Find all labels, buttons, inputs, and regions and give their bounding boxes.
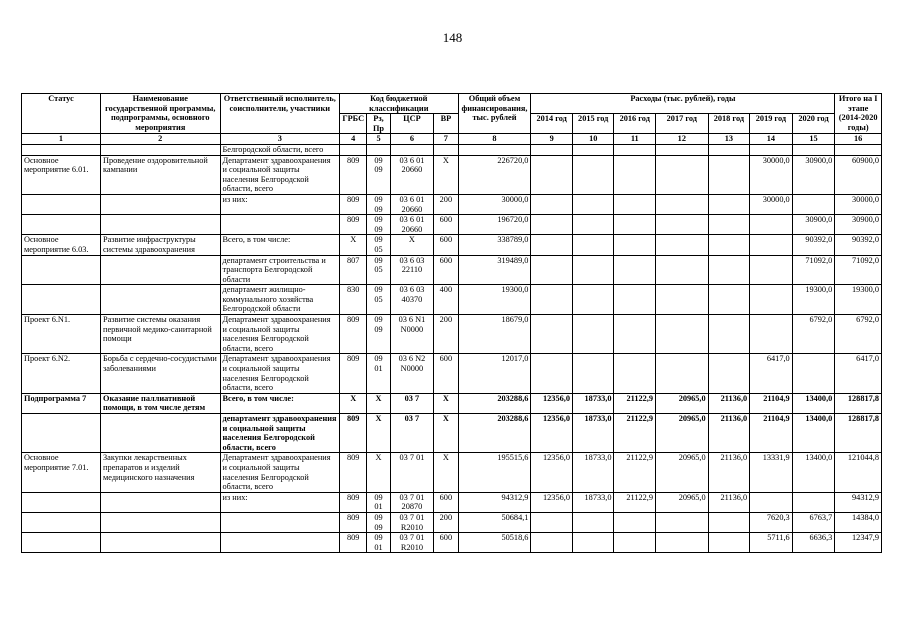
table-row (22, 453, 882, 492)
year-value-cell: 18733,0 (572, 492, 614, 512)
grbs-cell: 809 (340, 492, 367, 512)
year-value-cell (531, 144, 573, 155)
header-year-2017: 2017 год (656, 114, 709, 134)
year-value-cell (750, 235, 793, 255)
year-value-cell: 7620,3 (750, 512, 793, 532)
grbs-cell: 809 (340, 414, 367, 453)
year-value-cell: 18733,0 (572, 414, 614, 453)
year-value-cell: 21122,9 (614, 492, 656, 512)
year-value-cell: 21122,9 (614, 393, 656, 413)
grbs-cell: 809 (340, 354, 367, 393)
year-value-cell: 20965,0 (656, 414, 709, 453)
csr-cell: 03 6 01 20660 (390, 194, 434, 214)
year-value-cell (614, 533, 656, 553)
year-value-cell: 6417,0 (750, 354, 793, 393)
column-index: 6 (390, 134, 434, 145)
total-stage-cell: 90392,0 (835, 235, 882, 255)
status-cell (22, 414, 101, 453)
total-stage-cell: 19300,0 (835, 285, 882, 315)
year-value-cell (792, 194, 835, 214)
header-total-stage: Итого на I этапе (2014-2020 годы) (835, 94, 882, 134)
year-value-cell: 21122,9 (614, 414, 656, 453)
grbs-cell: 809 (340, 194, 367, 214)
name-cell: Оказание паллиативной помощи, в том числе детям (101, 393, 221, 413)
table-row (22, 393, 882, 413)
year-value-cell (708, 285, 750, 315)
executor-cell: Всего, в том числе: (220, 235, 340, 255)
year-value-cell: 71092,0 (792, 255, 835, 285)
year-value-cell: 13400,0 (792, 393, 835, 413)
year-value-cell (656, 194, 709, 214)
header-year-2020: 2020 год (792, 114, 835, 134)
table-row (22, 255, 882, 285)
year-value-cell (531, 215, 573, 235)
year-value-cell (656, 285, 709, 315)
year-value-cell (531, 235, 573, 255)
year-value-cell (708, 255, 750, 285)
total-volume-cell: 30000,0 (458, 194, 531, 214)
status-cell: Проект 6.N2. (22, 354, 101, 393)
grbs-cell: Х (340, 235, 367, 255)
table-row (22, 414, 882, 453)
year-value-cell: 18733,0 (572, 453, 614, 492)
year-value-cell: 21136,0 (708, 414, 750, 453)
column-index: 13 (708, 134, 750, 145)
vr-cell: 600 (434, 235, 458, 255)
csr-cell: 03 6 01 20660 (390, 155, 434, 194)
year-value-cell (708, 155, 750, 194)
column-index: 12 (656, 134, 709, 145)
year-value-cell (614, 512, 656, 532)
header-vr: ВР (434, 114, 458, 134)
year-value-cell (531, 194, 573, 214)
vr-cell: 400 (434, 285, 458, 315)
total-stage-cell: 121044,8 (835, 453, 882, 492)
total-volume-cell: 94312,9 (458, 492, 531, 512)
rz-pr-cell: 09 09 (367, 512, 390, 532)
name-cell (101, 215, 221, 235)
year-value-cell (750, 492, 793, 512)
total-stage-cell: 6792,0 (835, 315, 882, 354)
rz-pr-cell: 09 05 (367, 235, 390, 255)
year-value-cell (750, 215, 793, 235)
header-csr: ЦСР (390, 114, 434, 134)
year-value-cell (792, 354, 835, 393)
year-value-cell: 13400,0 (792, 414, 835, 453)
total-stage-cell: 94312,9 (835, 492, 882, 512)
name-cell: Закупки лекарственных препаратов и изделий медицинского назначения (101, 453, 221, 492)
year-value-cell (614, 255, 656, 285)
total-volume-cell: 50684,1 (458, 512, 531, 532)
total-volume-cell: 196720,0 (458, 215, 531, 235)
year-value-cell (750, 144, 793, 155)
csr-cell: 03 6 03 40370 (390, 285, 434, 315)
header-budget-code: Код бюджетной классификации (340, 94, 459, 114)
total-stage-cell: 14384,0 (835, 512, 882, 532)
name-cell: Развитие системы оказания первичной медико-санитарной помощи (101, 315, 221, 354)
csr-cell: 03 7 01 R2010 (390, 533, 434, 553)
year-value-cell (708, 512, 750, 532)
year-value-cell: 20965,0 (656, 453, 709, 492)
status-cell (22, 533, 101, 553)
year-value-cell (792, 144, 835, 155)
year-value-cell (572, 215, 614, 235)
column-index: 4 (340, 134, 367, 145)
year-value-cell (531, 315, 573, 354)
total-volume-cell: 195515,6 (458, 453, 531, 492)
name-cell (101, 492, 221, 512)
total-stage-cell (835, 144, 882, 155)
grbs-cell (340, 144, 367, 155)
year-value-cell (614, 194, 656, 214)
header-year-2016: 2016 год (614, 114, 656, 134)
year-value-cell (531, 285, 573, 315)
status-cell (22, 215, 101, 235)
year-value-cell (572, 533, 614, 553)
grbs-cell: 809 (340, 512, 367, 532)
grbs-cell: 809 (340, 453, 367, 492)
year-value-cell (572, 512, 614, 532)
csr-cell: 03 6 01 20660 (390, 215, 434, 235)
year-value-cell (656, 255, 709, 285)
header-total-volume: Общий объем финансирования, тыс. рублей (458, 94, 531, 134)
year-value-cell (572, 194, 614, 214)
year-value-cell: 6792,0 (792, 315, 835, 354)
vr-cell: 200 (434, 315, 458, 354)
csr-cell: Х (390, 235, 434, 255)
table-body (22, 144, 882, 552)
grbs-cell: 809 (340, 533, 367, 553)
name-cell: Проведение оздоровительной кампании (101, 155, 221, 194)
csr-cell: 03 6 N2 N0000 (390, 354, 434, 393)
year-value-cell: 30000,0 (750, 155, 793, 194)
year-value-cell (656, 155, 709, 194)
executor-cell: департамент здравоохранения и социальной защиты населения Белгородской области, всего (220, 414, 340, 453)
year-value-cell: 21136,0 (708, 453, 750, 492)
year-value-cell (531, 512, 573, 532)
total-volume-cell: 319489,0 (458, 255, 531, 285)
year-value-cell: 30900,0 (792, 215, 835, 235)
vr-cell (434, 144, 458, 155)
year-value-cell (750, 315, 793, 354)
year-value-cell: 21122,9 (614, 453, 656, 492)
year-value-cell (656, 512, 709, 532)
page-number: 148 (442, 30, 463, 45)
rz-pr-cell: 09 09 (367, 315, 390, 354)
year-value-cell: 19300,0 (792, 285, 835, 315)
executor-cell: из них: (220, 492, 340, 512)
csr-cell: 03 7 01 R2010 (390, 512, 434, 532)
year-value-cell (614, 235, 656, 255)
total-stage-cell: 128817,8 (835, 393, 882, 413)
rz-pr-cell: Х (367, 414, 390, 453)
total-stage-cell: 60900,0 (835, 155, 882, 194)
year-value-cell (708, 144, 750, 155)
column-index: 7 (434, 134, 458, 145)
vr-cell: 600 (434, 492, 458, 512)
header-executor: Ответственный исполнитель, соисполнители, участники (220, 94, 340, 134)
column-index: 10 (572, 134, 614, 145)
column-index: 15 (792, 134, 835, 145)
total-volume-cell: 19300,0 (458, 285, 531, 315)
year-value-cell: 12356,0 (531, 453, 573, 492)
rz-pr-cell (367, 144, 390, 155)
name-cell (101, 194, 221, 214)
name-cell (101, 255, 221, 285)
year-value-cell: 21104,9 (750, 414, 793, 453)
column-index: 11 (614, 134, 656, 145)
column-index: 8 (458, 134, 531, 145)
table-header (22, 94, 882, 145)
table-row (22, 354, 882, 393)
total-volume-cell (458, 144, 531, 155)
rz-pr-cell: 09 05 (367, 285, 390, 315)
rz-pr-cell: 09 01 (367, 492, 390, 512)
column-index: 1 (22, 134, 101, 145)
year-value-cell (708, 194, 750, 214)
year-value-cell (572, 155, 614, 194)
year-value-cell (531, 155, 573, 194)
name-cell (101, 144, 221, 155)
name-cell (101, 414, 221, 453)
total-volume-cell: 226720,0 (458, 155, 531, 194)
year-value-cell (750, 255, 793, 285)
csr-cell: 03 6 03 22110 (390, 255, 434, 285)
status-cell (22, 144, 101, 155)
name-cell: Развитие инфраструктуры системы здравоохранения (101, 235, 221, 255)
year-value-cell: 30000,0 (750, 194, 793, 214)
status-cell (22, 255, 101, 285)
executor-cell (220, 533, 340, 553)
table-row (22, 144, 882, 155)
vr-cell: 600 (434, 215, 458, 235)
header-year-2014: 2014 год (531, 114, 573, 134)
year-value-cell: 90392,0 (792, 235, 835, 255)
year-value-cell (572, 354, 614, 393)
total-volume-cell: 203288,6 (458, 393, 531, 413)
year-value-cell: 12356,0 (531, 492, 573, 512)
column-index: 16 (835, 134, 882, 145)
total-stage-cell: 12347,9 (835, 533, 882, 553)
grbs-cell: 830 (340, 285, 367, 315)
year-value-cell (708, 235, 750, 255)
status-cell: Подпрограмма 7 (22, 393, 101, 413)
year-value-cell: 12356,0 (531, 393, 573, 413)
table-row (22, 194, 882, 214)
header-year-2018: 2018 год (708, 114, 750, 134)
vr-cell: Х (434, 453, 458, 492)
header-expenses: Расходы (тыс. рублей), годы (531, 94, 835, 114)
vr-cell: 200 (434, 512, 458, 532)
vr-cell: Х (434, 393, 458, 413)
grbs-cell: Х (340, 393, 367, 413)
table-row (22, 512, 882, 532)
rz-pr-cell: Х (367, 453, 390, 492)
total-stage-cell: 128817,8 (835, 414, 882, 453)
name-cell (101, 533, 221, 553)
year-value-cell: 6636,3 (792, 533, 835, 553)
year-value-cell (572, 285, 614, 315)
name-cell: Борьба с сердечно-сосудистыми заболеваниями (101, 354, 221, 393)
year-value-cell (614, 155, 656, 194)
status-cell: Проект 6.N1. (22, 315, 101, 354)
year-value-cell (572, 235, 614, 255)
column-index-row (22, 134, 882, 145)
year-value-cell (708, 533, 750, 553)
budget-table (21, 93, 882, 553)
grbs-cell: 809 (340, 215, 367, 235)
grbs-cell: 809 (340, 315, 367, 354)
status-cell (22, 194, 101, 214)
vr-cell: 600 (434, 354, 458, 393)
total-stage-cell: 6417,0 (835, 354, 882, 393)
name-cell (101, 512, 221, 532)
year-value-cell (656, 354, 709, 393)
year-value-cell (656, 315, 709, 354)
csr-cell: 03 6 N1 N0000 (390, 315, 434, 354)
column-index: 2 (101, 134, 221, 145)
table-row (22, 492, 882, 512)
grbs-cell: 809 (340, 155, 367, 194)
executor-cell: Белгородской области, всего (220, 144, 340, 155)
column-index: 9 (531, 134, 573, 145)
year-value-cell (572, 144, 614, 155)
year-value-cell (531, 255, 573, 285)
column-index: 3 (220, 134, 340, 145)
year-value-cell: 12356,0 (531, 414, 573, 453)
year-value-cell: 6763,7 (792, 512, 835, 532)
year-value-cell (572, 255, 614, 285)
year-value-cell: 21136,0 (708, 393, 750, 413)
vr-cell: 200 (434, 194, 458, 214)
rz-pr-cell: 09 09 (367, 155, 390, 194)
status-cell (22, 285, 101, 315)
rz-pr-cell: Х (367, 393, 390, 413)
executor-cell: Департамент здравоохранения и социальной защиты населения Белгородской области, всего (220, 315, 340, 354)
grbs-cell: 807 (340, 255, 367, 285)
csr-cell: 03 7 01 20870 (390, 492, 434, 512)
year-value-cell: 21104,9 (750, 393, 793, 413)
total-stage-cell: 71092,0 (835, 255, 882, 285)
column-index: 14 (750, 134, 793, 145)
table-row (22, 235, 882, 255)
csr-cell: 03 7 (390, 414, 434, 453)
header-grbs: ГРБС (340, 114, 367, 134)
year-value-cell (572, 315, 614, 354)
table-row (22, 155, 882, 194)
executor-cell: департамент строительства и транспорта Белгородской области (220, 255, 340, 285)
year-value-cell (614, 354, 656, 393)
table-row (22, 533, 882, 553)
total-volume-cell: 12017,0 (458, 354, 531, 393)
year-value-cell (531, 354, 573, 393)
executor-cell: Департамент здравоохранения и социальной защиты населения Белгородской области, всего (220, 453, 340, 492)
status-cell (22, 492, 101, 512)
executor-cell (220, 215, 340, 235)
csr-cell: 03 7 01 (390, 453, 434, 492)
rz-pr-cell: 09 05 (367, 255, 390, 285)
vr-cell: 600 (434, 255, 458, 285)
vr-cell: 600 (434, 533, 458, 553)
status-cell: Основное мероприятие 6.01. (22, 155, 101, 194)
year-value-cell: 30900,0 (792, 155, 835, 194)
year-value-cell (708, 354, 750, 393)
total-stage-cell: 30900,0 (835, 215, 882, 235)
header-year-2019: 2019 год (750, 114, 793, 134)
header-rz-pr: Рз, Пр (367, 114, 390, 134)
table-row (22, 315, 882, 354)
year-value-cell (614, 215, 656, 235)
year-value-cell (792, 492, 835, 512)
status-cell (22, 512, 101, 532)
year-value-cell (656, 533, 709, 553)
table-row (22, 285, 882, 315)
csr-cell: 03 7 (390, 393, 434, 413)
year-value-cell (614, 144, 656, 155)
rz-pr-cell: 09 09 (367, 194, 390, 214)
year-value-cell (531, 533, 573, 553)
status-cell: Основное мероприятие 7.01. (22, 453, 101, 492)
executor-cell (220, 512, 340, 532)
year-value-cell: 20965,0 (656, 393, 709, 413)
year-value-cell (614, 285, 656, 315)
header-status: Статус (22, 94, 101, 134)
year-value-cell: 18733,0 (572, 393, 614, 413)
header-name: Наименование государственной программы, подпрограммы, основного мероприятия (101, 94, 221, 134)
total-volume-cell: 203288,6 (458, 414, 531, 453)
year-value-cell (750, 285, 793, 315)
name-cell (101, 285, 221, 315)
year-value-cell (708, 215, 750, 235)
header-year-2015: 2015 год (572, 114, 614, 134)
rz-pr-cell: 09 09 (367, 215, 390, 235)
year-value-cell (708, 315, 750, 354)
year-value-cell (656, 215, 709, 235)
total-volume-cell: 50518,6 (458, 533, 531, 553)
rz-pr-cell: 09 01 (367, 354, 390, 393)
total-volume-cell: 18679,0 (458, 315, 531, 354)
year-value-cell: 5711,6 (750, 533, 793, 553)
vr-cell: Х (434, 414, 458, 453)
table-row (22, 215, 882, 235)
executor-cell: департамент жилищно-коммунального хозяйства Белгородской области (220, 285, 340, 315)
year-value-cell: 13400,0 (792, 453, 835, 492)
executor-cell: из них: (220, 194, 340, 214)
status-cell: Основное мероприятие 6.03. (22, 235, 101, 255)
executor-cell: Департамент здравоохранения и социальной защиты населения Белгородской области, всего (220, 155, 340, 194)
total-stage-cell: 30000,0 (835, 194, 882, 214)
executor-cell: Департамент здравоохранения и социальной защиты населения Белгородской области, всего (220, 354, 340, 393)
vr-cell: Х (434, 155, 458, 194)
year-value-cell (614, 315, 656, 354)
csr-cell (390, 144, 434, 155)
year-value-cell: 13331,9 (750, 453, 793, 492)
year-value-cell (656, 144, 709, 155)
executor-cell: Всего, в том числе: (220, 393, 340, 413)
column-index: 5 (367, 134, 390, 145)
total-volume-cell: 338789,0 (458, 235, 531, 255)
rz-pr-cell: 09 01 (367, 533, 390, 553)
year-value-cell (656, 235, 709, 255)
year-value-cell: 20965,0 (656, 492, 709, 512)
year-value-cell: 21136,0 (708, 492, 750, 512)
